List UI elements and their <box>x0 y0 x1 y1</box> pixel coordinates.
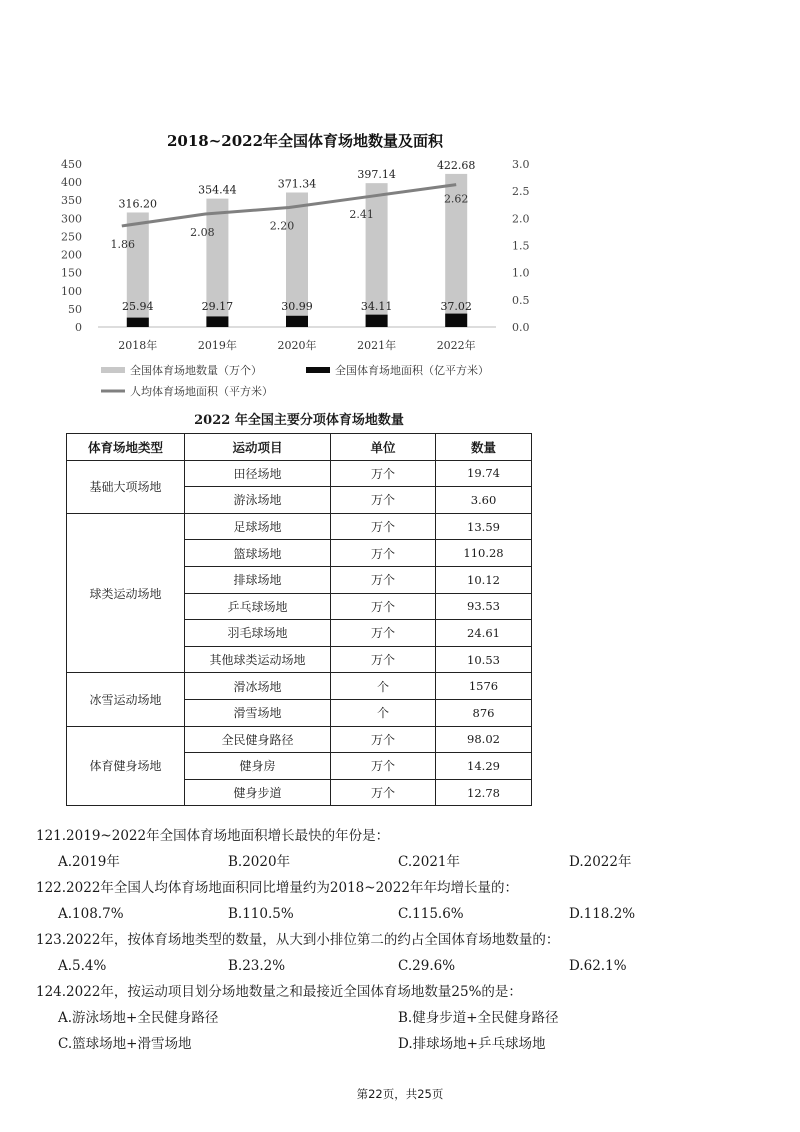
facility-type-cell: 冰雪运动场地 <box>67 673 185 726</box>
per-capita-data-label: 2.62 <box>443 192 469 206</box>
value-cell: 3.60 <box>436 487 532 514</box>
x-tick-label: 2019年 <box>197 339 237 352</box>
unit-cell: 万个 <box>331 753 436 780</box>
area-data-label: 30.99 <box>281 300 313 313</box>
sport-item-cell: 足球场地 <box>185 513 331 540</box>
option-b[interactable]: B.2020年 <box>228 854 291 870</box>
table-header-row <box>67 434 532 461</box>
value-cell: 14.29 <box>436 753 532 780</box>
y-tick-label: 150 <box>61 266 82 280</box>
option-a[interactable]: A.108.7% <box>58 906 124 922</box>
value-cell: 10.12 <box>436 566 532 593</box>
y2-tick-label: 3.0 <box>512 158 530 171</box>
value-cell: 93.53 <box>436 593 532 620</box>
area-bar <box>445 314 467 327</box>
option-a[interactable]: A.游泳场地+全民健身路径 <box>58 1010 219 1026</box>
sport-item-cell: 排球场地 <box>185 566 331 593</box>
combo-chart <box>0 0 800 405</box>
option-b[interactable]: B.23.2% <box>228 958 286 974</box>
area-bar <box>286 316 308 327</box>
sports-facility-table <box>66 433 532 806</box>
y-tick-label: 50 <box>68 302 82 316</box>
table-row <box>67 673 532 700</box>
option-a[interactable]: A.5.4% <box>58 958 107 974</box>
area-data-label: 25.94 <box>122 300 154 313</box>
option-c[interactable]: C.篮球场地+滑雪场地 <box>58 1036 192 1052</box>
unit-cell: 万个 <box>331 513 436 540</box>
option-c[interactable]: C.2021年 <box>398 854 460 870</box>
table-row <box>67 726 532 753</box>
question-stem: 121.2019~2022年全国体育场地面积增长最快的年份是： <box>36 828 390 844</box>
facility-type-cell: 球类运动场地 <box>67 513 185 673</box>
y2-tick-label: 0.0 <box>512 321 530 334</box>
area-data-label: 29.17 <box>201 300 234 313</box>
unit-cell: 万个 <box>331 487 436 514</box>
x-tick-label: 2021年 <box>357 339 397 352</box>
option-c[interactable]: C.115.6% <box>398 906 464 922</box>
chart-title: 2018~2022年全国体育场地数量及面积 <box>166 132 444 150</box>
header-type: 体育场地类型 <box>67 434 185 461</box>
value-cell: 98.02 <box>436 726 532 753</box>
legend-swatch-area <box>306 367 330 373</box>
facility-type-cell: 基础大项场地 <box>67 460 185 513</box>
question-stem: 122.2022年全国人均体育场地面积同比增量约为2018~2022年年均增长量的： <box>36 880 518 896</box>
question-stem: 123.2022年，按体育场地类型的数量，从大到小排位第二的约占全国体育场地数量的： <box>36 932 560 948</box>
unit-cell: 万个 <box>331 460 436 487</box>
legend-label-area: 全国体育场地面积（亿平方米） <box>335 364 489 377</box>
question-options <box>36 849 776 875</box>
sport-item-cell: 乒乓球场地 <box>185 593 331 620</box>
header-value: 数量 <box>436 434 532 461</box>
sport-item-cell: 健身房 <box>185 753 331 780</box>
x-tick-label: 2020年 <box>277 339 317 352</box>
questions <box>36 823 776 1057</box>
unit-cell: 万个 <box>331 593 436 620</box>
value-cell: 19.74 <box>436 460 532 487</box>
sport-item-cell: 其他球类运动场地 <box>185 646 331 673</box>
option-b[interactable]: B.健身步道+全民健身路径 <box>398 1010 559 1026</box>
y-tick-label: 100 <box>61 284 82 298</box>
sport-item-cell: 全民健身路径 <box>185 726 331 753</box>
sport-item-cell: 田径场地 <box>185 460 331 487</box>
question-options <box>36 953 776 979</box>
y2-tick-label: 2.0 <box>512 212 530 226</box>
option-d[interactable]: D.118.2% <box>569 906 636 922</box>
unit-cell: 个 <box>331 699 436 726</box>
option-c[interactable]: C.29.6% <box>398 958 456 974</box>
count-data-label: 397.14 <box>357 168 396 182</box>
x-tick-label: 2018年 <box>118 339 158 352</box>
legend-swatch-count <box>101 367 125 373</box>
option-d[interactable]: D.62.1% <box>569 958 627 974</box>
y-tick-label: 200 <box>61 248 82 262</box>
per-capita-data-label: 2.08 <box>190 225 215 239</box>
unit-cell: 万个 <box>331 620 436 647</box>
per-capita-data-label: 2.20 <box>269 219 295 233</box>
legend-label-count: 全国体育场地数量（万个） <box>130 364 262 377</box>
question-stem: 124.2022年，按运动项目划分场地数量之和最接近全国体育场地数量25%的是： <box>36 984 522 1000</box>
sport-item-cell: 健身步道 <box>185 779 331 806</box>
count-data-label: 316.20 <box>118 197 158 211</box>
unit-cell: 万个 <box>331 646 436 673</box>
table-row <box>67 513 532 540</box>
per-capita-data-label: 1.86 <box>110 237 136 251</box>
area-bar <box>206 316 228 327</box>
table-title: 2022 年全国主要分项体育场地数量 <box>194 413 404 428</box>
y-tick-label: 400 <box>61 176 82 190</box>
sport-item-cell: 游泳场地 <box>185 487 331 514</box>
area-data-label: 37.02 <box>440 300 472 313</box>
x-tick-label: 2022年 <box>436 339 476 352</box>
y-tick-label: 350 <box>61 194 82 208</box>
legend-label-per-capita: 人均体育场地面积（平方米） <box>130 385 273 398</box>
value-cell: 10.53 <box>436 646 532 673</box>
count-data-label: 422.68 <box>436 158 476 172</box>
y-tick-label: 450 <box>61 158 82 171</box>
sport-item-cell: 滑冰场地 <box>185 673 331 700</box>
unit-cell: 万个 <box>331 566 436 593</box>
question-options <box>36 1031 776 1057</box>
per-capita-data-label: 2.41 <box>349 208 374 222</box>
question-options <box>36 1005 776 1031</box>
y2-tick-label: 1.5 <box>512 239 530 253</box>
area-bar <box>366 315 388 327</box>
table-row <box>67 460 532 487</box>
value-cell: 13.59 <box>436 513 532 540</box>
value-cell: 12.78 <box>436 779 532 806</box>
sport-item-cell: 羽毛球场地 <box>185 620 331 647</box>
value-cell: 1576 <box>436 673 532 700</box>
header-item: 运动项目 <box>185 434 331 461</box>
value-cell: 110.28 <box>436 540 532 567</box>
area-data-label: 34.11 <box>360 300 393 313</box>
count-data-label: 354.44 <box>198 183 237 197</box>
sport-item-cell: 滑雪场地 <box>185 699 331 726</box>
y-tick-label: 250 <box>61 230 82 244</box>
count-data-label: 371.34 <box>277 177 317 191</box>
unit-cell: 万个 <box>331 779 436 806</box>
facility-type-cell: 体育健身场地 <box>67 726 185 806</box>
option-d[interactable]: D.2022年 <box>569 854 632 870</box>
option-d[interactable]: D.排球场地+乒乓球场地 <box>398 1036 546 1052</box>
unit-cell: 个 <box>331 673 436 700</box>
sport-item-cell: 篮球场地 <box>185 540 331 567</box>
option-b[interactable]: B.110.5% <box>228 906 294 922</box>
y2-tick-label: 0.5 <box>512 293 530 307</box>
unit-cell: 万个 <box>331 540 436 567</box>
y-tick-label: 0 <box>75 321 82 334</box>
y-tick-label: 300 <box>61 212 82 226</box>
y2-tick-label: 1.0 <box>512 266 530 280</box>
question-options <box>36 901 776 927</box>
page-footer: 第22页，共25页 <box>356 1087 444 1101</box>
area-bar <box>127 318 149 327</box>
unit-cell: 万个 <box>331 726 436 753</box>
value-cell: 876 <box>436 699 532 726</box>
value-cell: 24.61 <box>436 620 532 647</box>
y2-tick-label: 2.5 <box>512 185 530 199</box>
header-unit: 单位 <box>331 434 436 461</box>
option-a[interactable]: A.2019年 <box>58 854 120 870</box>
